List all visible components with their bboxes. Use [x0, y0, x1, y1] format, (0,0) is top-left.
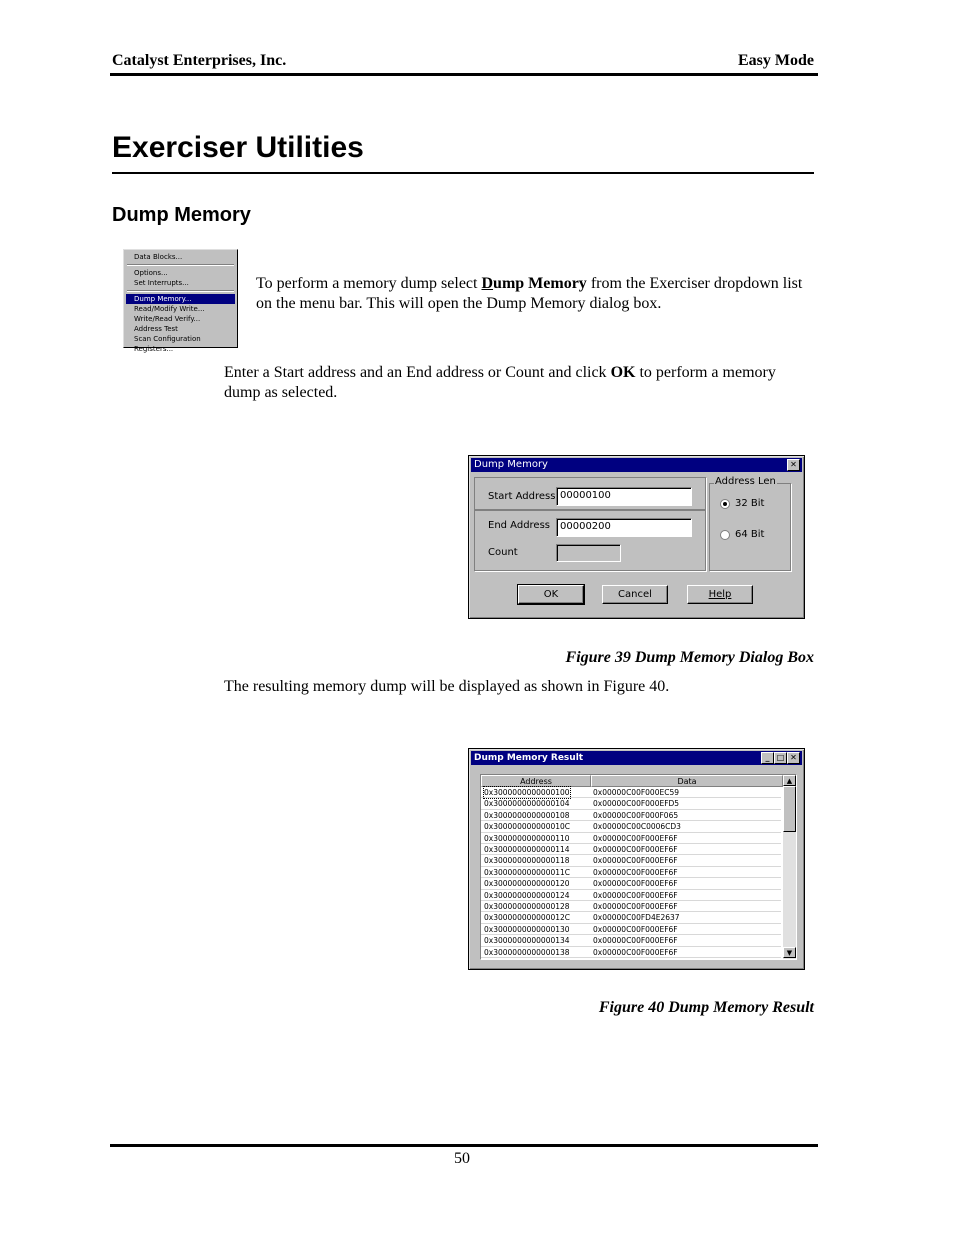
- scroll-thumb[interactable]: [783, 786, 796, 832]
- para1-text-a: To perform a memory dump select: [256, 275, 482, 292]
- table-row[interactable]: [481, 924, 781, 935]
- scroll-down-icon[interactable]: ▼: [783, 947, 796, 958]
- table-row[interactable]: [481, 821, 781, 832]
- footer-rule: [110, 1144, 818, 1147]
- page-number: 50: [454, 1150, 470, 1167]
- row-data: 0x00000C00F000EF6F: [593, 902, 678, 911]
- result-titlebar: [471, 751, 802, 765]
- row-address: 0x3000000000000120: [484, 879, 570, 889]
- maximize-icon[interactable]: □: [774, 752, 787, 764]
- menu-item-read-modify-write[interactable]: Read/Modify Write...: [134, 305, 205, 313]
- row-data: 0x00000C00F000EF6F: [593, 924, 678, 934]
- start-address-input[interactable]: 00000100: [556, 487, 692, 506]
- para1-bold: ump Memory: [493, 275, 587, 292]
- address-len-group: [709, 483, 791, 571]
- row-address: 0x3000000000000104: [484, 799, 570, 809]
- row-data: 0x00000C00F000F065: [593, 810, 679, 820]
- row-data: 0x00000C00F000EF6F: [593, 890, 678, 900]
- address-len-label: Address Len: [715, 476, 776, 487]
- ok-button[interactable]: OK: [518, 585, 584, 604]
- title-rule: [112, 172, 814, 174]
- row-address: 0x3000000000000114: [484, 845, 570, 854]
- column-header-address[interactable]: Address: [481, 775, 591, 787]
- menu-item-address-test[interactable]: Address Test: [134, 325, 178, 333]
- header-mode: Easy Mode: [738, 52, 814, 69]
- table-row[interactable]: [481, 890, 781, 901]
- table-row[interactable]: [481, 810, 781, 821]
- row-data: 0x00000C00FD4E2637: [593, 913, 680, 923]
- dialog-titlebar: [471, 458, 802, 472]
- close-icon[interactable]: ✕: [787, 459, 800, 471]
- row-data: 0x00000C00F000EF6F: [593, 833, 678, 843]
- row-data: 0x00000C00F000EF6F: [593, 856, 678, 866]
- radio-64-bit-label: 64 Bit: [735, 529, 765, 540]
- row-address: 0x3000000000000110: [484, 833, 570, 843]
- header-rule: [110, 73, 818, 76]
- row-data: 0x00000C00F000EFD5: [593, 799, 680, 809]
- count-label: Count: [488, 547, 518, 558]
- row-data: 0x00000C00F000EC59: [593, 788, 679, 797]
- dump-memory-result-window: [468, 748, 805, 970]
- paragraph-result: The resulting memory dump will be displayed as shown in Figure 40.: [224, 678, 670, 695]
- exerciser-menu: [123, 249, 238, 353]
- row-data: 0x00000C00F000EF6F: [593, 867, 678, 877]
- table-row[interactable]: [481, 935, 781, 946]
- menu-separator: [127, 264, 234, 266]
- table-row[interactable]: [481, 855, 781, 866]
- menu-item-dump-memory[interactable]: Dump Memory...: [126, 294, 235, 304]
- row-data: 0x00000C00F000EF6F: [593, 947, 678, 957]
- row-address: 0x300000000000010C: [484, 822, 571, 832]
- row-address: 0x3000000000000128: [484, 902, 570, 911]
- radio-32-bit[interactable]: [720, 499, 730, 509]
- header-company: Catalyst Enterprises, Inc.: [112, 52, 287, 69]
- row-address: 0x3000000000000124: [484, 890, 570, 900]
- menu-item-set-interrupts[interactable]: Set Interrupts...: [134, 279, 189, 287]
- row-address: 0x3000000000000138: [484, 947, 570, 957]
- result-rows: [481, 787, 783, 959]
- row-address: 0x3000000000000108: [484, 810, 570, 820]
- menu-item-data-blocks[interactable]: Data Blocks...: [134, 253, 183, 261]
- end-address-input[interactable]: 00000200: [556, 518, 692, 537]
- radio-64-bit[interactable]: [720, 530, 730, 540]
- row-data: 0x00000C00F000EF6F: [593, 845, 678, 854]
- menu-separator: [127, 290, 234, 292]
- page-title: Exerciser Utilities: [112, 131, 364, 164]
- row-data: 0x00000C00F000EF6F: [593, 936, 678, 946]
- para1-text-b: from the Exerciser dropdown list on the menu bar. This will open the Dump Memory dialog box.: [256, 275, 803, 312]
- row-address: 0x3000000000000130: [484, 924, 570, 934]
- table-row[interactable]: [481, 844, 781, 855]
- count-input[interactable]: [556, 544, 621, 562]
- row-address: 0x3000000000000100: [484, 788, 570, 797]
- row-data: 0x00000C00F000EF6F: [593, 879, 678, 889]
- row-data: 0x00000C00C0006CD3: [593, 822, 681, 832]
- row-address: 0x3000000000000118: [484, 856, 570, 866]
- table-row[interactable]: [481, 878, 781, 889]
- menu-item-options[interactable]: Options...: [134, 269, 168, 277]
- menu-item-write-read-verify[interactable]: Write/Read Verify...: [134, 315, 201, 323]
- dump-memory-dialog: [468, 455, 805, 619]
- radio-32-bit-label: 32 Bit: [735, 498, 765, 509]
- figure-39-caption: Figure 39 Dump Memory Dialog Box: [565, 649, 814, 666]
- scroll-up-icon[interactable]: ▲: [783, 775, 796, 786]
- table-row[interactable]: [481, 912, 781, 923]
- table-row[interactable]: [481, 947, 781, 958]
- para2-bold: OK: [610, 364, 636, 381]
- row-address: 0x3000000000000134: [484, 936, 570, 946]
- row-address: 0x300000000000011C: [484, 867, 571, 877]
- para1-bold-underline: D: [481, 275, 494, 292]
- radio-dot-icon: [723, 502, 727, 506]
- result-table: [480, 774, 797, 960]
- dialog-title: Dump Memory: [474, 459, 548, 470]
- cancel-button[interactable]: Cancel: [602, 585, 668, 604]
- section-heading: Dump Memory: [112, 204, 251, 226]
- paragraph-instructions: [224, 363, 816, 403]
- start-address-label: Start Address: [488, 491, 556, 502]
- table-row[interactable]: [481, 867, 781, 878]
- paragraph-intro: [256, 274, 816, 314]
- table-row[interactable]: [481, 787, 781, 798]
- para2-text-b: to perform a memory dump as selected.: [224, 364, 776, 401]
- column-header-data[interactable]: Data: [591, 775, 783, 787]
- figure-40-caption: Figure 40 Dump Memory Result: [598, 999, 814, 1016]
- menu-item-scan-config[interactable]: Scan Configuration Registers...: [134, 335, 201, 353]
- vertical-scrollbar[interactable]: [783, 775, 796, 959]
- table-row[interactable]: [481, 833, 781, 844]
- table-row[interactable]: [481, 798, 781, 809]
- result-title: Dump Memory Result: [474, 753, 584, 763]
- table-row[interactable]: [481, 901, 781, 912]
- row-address: 0x300000000000012C: [484, 913, 571, 923]
- minimize-icon[interactable]: _: [761, 752, 774, 764]
- end-address-label: End Address: [488, 520, 551, 531]
- help-button[interactable]: Help: [687, 585, 753, 604]
- para2-text-a: Enter a Start address and an End address or Count and click: [224, 364, 611, 381]
- close-icon[interactable]: ✕: [787, 752, 800, 764]
